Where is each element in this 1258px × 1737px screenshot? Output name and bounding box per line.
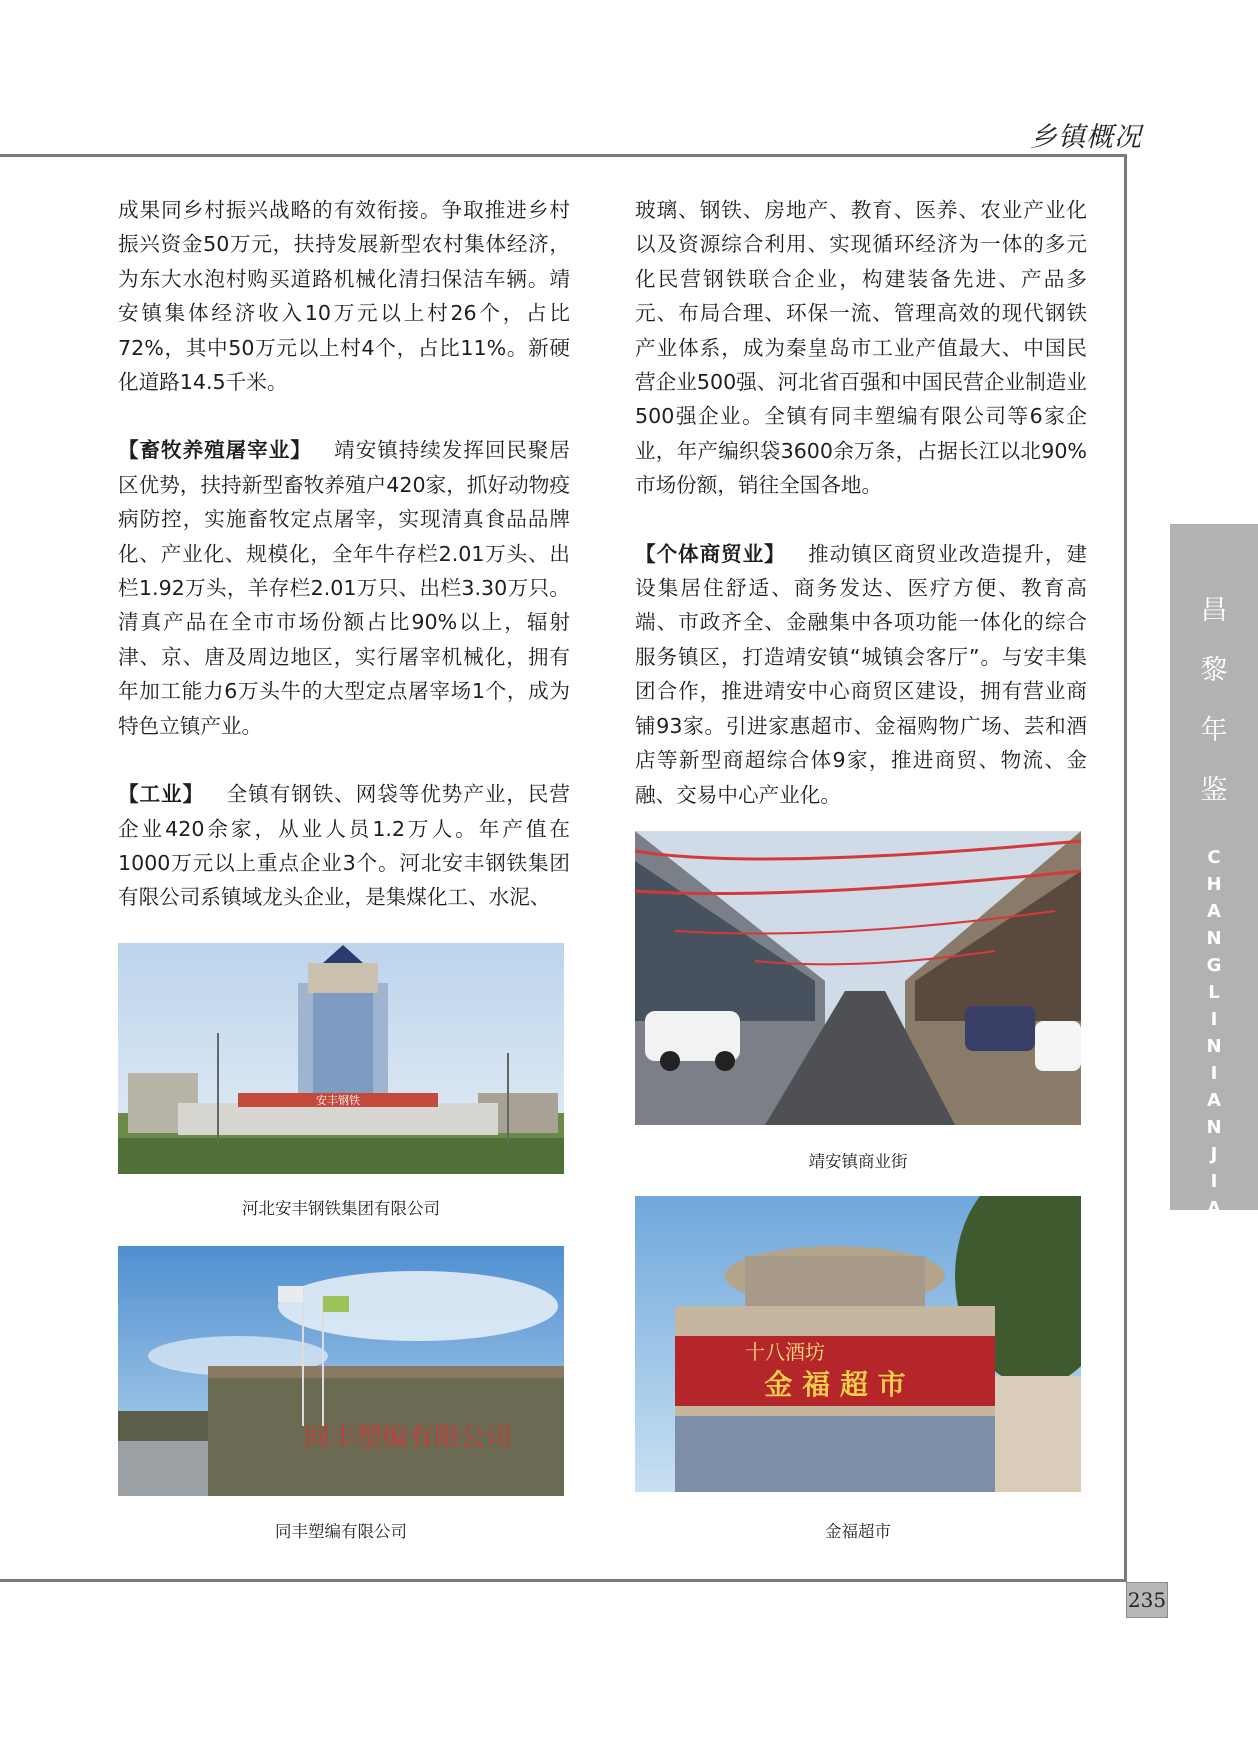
commercial-street-photo bbox=[635, 831, 1081, 1125]
side-tab-letter: H bbox=[1206, 874, 1222, 895]
side-tab bbox=[1170, 524, 1258, 1246]
page-number: 235 bbox=[1126, 1582, 1168, 1618]
tongfeng-sign-text: 同丰塑编有限公司 bbox=[303, 1423, 513, 1453]
photo-caption: 同丰塑编有限公司 bbox=[275, 1522, 407, 1541]
side-tab-letter: L bbox=[1208, 982, 1220, 1003]
side-tab-char: 昌 bbox=[1200, 595, 1228, 626]
photo-caption: 金福超市 bbox=[825, 1522, 891, 1541]
right-column bbox=[635, 193, 1087, 812]
side-tab-letter: A bbox=[1207, 1198, 1221, 1219]
frame-right-rule bbox=[1124, 154, 1127, 1582]
paragraph-commerce bbox=[635, 537, 1087, 812]
photo-caption: 靖安镇商业街 bbox=[808, 1152, 908, 1171]
side-tab-letter: A bbox=[1207, 1090, 1221, 1111]
jinfu-banner-main: 金 福 超 市 bbox=[764, 1368, 906, 1401]
anfeng-building-photo bbox=[118, 943, 564, 1174]
paragraph: 玻璃、钢铁、房地产、教育、医养、农业产业化以及资源综合利用、实现循环经济为一体的多元化民营钢铁联合企业，构建装备先进、产品多元、布局合理、环保一流、管理高效的现代钢铁产业体系，成为秦皇岛市工业产值最大、中国民营企业500强、河北省百强和中国民营企业制造业500强企业。全镇有同丰塑编有限公司等6家企业，年产编织袋3600余万条，占据长江以北90%市场份额，销往全国各地。 bbox=[635, 198, 1087, 498]
section-heading: 【工业】 bbox=[118, 782, 205, 807]
side-tab-english bbox=[1170, 844, 1258, 1249]
side-tab-letter: N bbox=[1206, 1117, 1222, 1138]
side-tab-char: 鉴 bbox=[1200, 775, 1228, 806]
side-tab-letter: N bbox=[1206, 1225, 1222, 1246]
side-tab-letter: N bbox=[1206, 928, 1222, 949]
side-tab-letter: I bbox=[1210, 1063, 1218, 1084]
side-tab-char: 黎 bbox=[1200, 655, 1228, 686]
side-tab-letter: N bbox=[1206, 1036, 1222, 1057]
section-heading: 【畜牧养殖屠宰业】 bbox=[118, 438, 312, 463]
side-tab-letter: I bbox=[1210, 1171, 1218, 1192]
paragraph-livestock bbox=[118, 433, 570, 743]
section-heading: 【个体商贸业】 bbox=[635, 541, 786, 566]
jinfu-banner-top: 十八酒坊 bbox=[745, 1340, 825, 1364]
left-column bbox=[118, 193, 570, 915]
side-tab-letter: J bbox=[1210, 1144, 1218, 1165]
anfeng-sign-text: 安丰钢铁 bbox=[316, 1094, 360, 1107]
tongfeng-company-photo bbox=[118, 1246, 564, 1496]
section-title: 乡镇概况 bbox=[1030, 122, 1142, 153]
paragraph-text: 推动镇区商贸业改造提升，建设集居住舒适、商务发达、医疗方便、教育高端、市政齐全、金融集中各项功能一体化的综合服务镇区，打造靖安镇“城镇会客厅”。与安丰集团合作，推进靖安中心商贸区建设，拥有营业商铺93家。引进家惠超市、金福购物广场、芸和酒店等新型商超综合体9家，推进商贸、物流、金融、交易中心产业化。 bbox=[635, 541, 1088, 807]
paragraph-text: 全镇有钢铁、网袋等优势产业，民营企业420余家，从业人员1.2万人。年产值在1000万元以上重点企业3个。河北安丰钢铁集团有限公司系镇域龙头企业，是集煤化工、水泥、 bbox=[118, 782, 571, 910]
photo-caption: 河北安丰钢铁集团有限公司 bbox=[242, 1199, 440, 1218]
side-tab-letter: C bbox=[1207, 847, 1221, 868]
side-tab-letter: G bbox=[1206, 955, 1222, 976]
footer-rule bbox=[0, 1579, 1127, 1582]
side-tab-letter: I bbox=[1210, 1009, 1218, 1030]
jinfu-supermarket-photo bbox=[635, 1196, 1081, 1492]
paragraph-industry bbox=[118, 777, 570, 915]
side-tab-char: 年 bbox=[1200, 715, 1228, 746]
paragraph: 成果同乡村振兴战略的有效衔接。争取推进乡村振兴资金50万元，扶持发展新型农村集体经济，为东大水泡村购买道路机械化清扫保洁车辆。靖安镇集体经济收入10万元以上村26个，占比72%，其中50万元以上村4个，占比11%。新硬化道路14.5千米。 bbox=[118, 198, 570, 395]
paragraph-text: 靖安镇持续发挥回民聚居区优势，扶持新型畜牧养殖户420家，抓好动物疫病防控，实施畜牧定点屠宰，实现清真食品品牌化、产业化、规模化，全年牛存栏2.01万头、出栏1.92万头，羊存栏2.01万只、出栏3.30万只。清真产品在全市市场份额占比90%以上，辐射津、京、唐及周边地区，实行屠宰机械化，拥有年加工能力6万头牛的大型定点屠宰场1个，成为特色立镇产业。 bbox=[118, 438, 571, 738]
side-tab-letter: A bbox=[1207, 901, 1221, 922]
header-rule bbox=[0, 154, 1126, 157]
